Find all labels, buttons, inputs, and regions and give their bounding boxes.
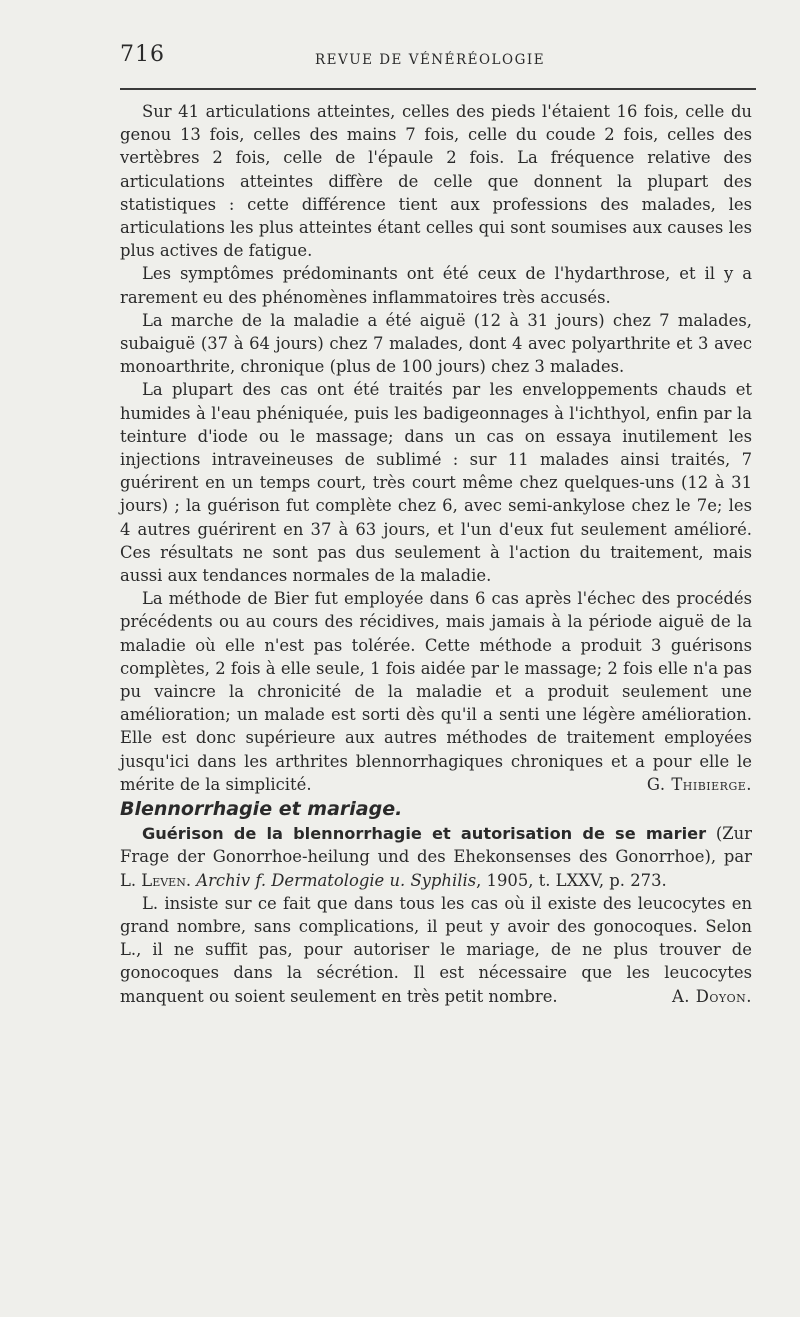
paragraph: Les symptômes prédominants ont été ceux de l'hydarthrose, et il y a rarement eu des phénomènes inflammatoires très accusés. xyxy=(120,264,752,307)
paragraph-text: L. insiste sur ce fait que dans tous les cas où il existe des leucocytes en grand nombre, sans complications, il peut y avoir des gonocoques. Selon L., il ne suffit pas, pour autoriser le mariage, de ne plus trouver de gonocoques dans la sécrétion. Il est nécessaire que les leucocytes manquent ou soient seulement en très petit nombre. xyxy=(120,893,752,1006)
main-text-column xyxy=(120,100,752,1008)
paragraph: La marche de la maladie a été aiguë (12 à 31 jours) chez 7 malades, subaiguë (37 à 64 jours) chez 7 malades, dont 4 avec polyarthrite et 3 avec monoarthrite, chronique (plus de 100 jours) chez 3 malades. xyxy=(120,310,752,377)
article-citation xyxy=(120,822,752,892)
citation-journal: Archiv f. Dermatologie u. Syphilis xyxy=(196,870,477,890)
paragraph: La plupart des cas ont été traités par les enveloppements chauds et humides à l'eau phéniquée, puis les badigeonnages à l'ichthyol, enfin par la teinture d'iode ou le massage; dans un cas on essaya inutilement les injections intraveineuses de sublimé : sur 11 malades ainsi traités, 7 guérirent en un temps court, très court même chez quelques-uns (12 à 31 jours) ; la guérison fut complète chez 6, avec semi-ankylose chez le 7e; les 4 autres guérirent en 37 à 63 jours, et l'un d'eux fut seulement amélioré. Ces résultats ne sont pas dus seulement à l'action du traitement, mais aussi aux tendances normales de la maladie. xyxy=(120,380,752,586)
paragraph-with-signature xyxy=(120,892,752,1008)
citation-author: L. Leven. xyxy=(120,870,192,890)
author-signature: G. Thibierge. xyxy=(646,774,752,794)
page-number: 716 xyxy=(120,42,165,67)
header-rule xyxy=(120,88,756,90)
citation-details: , 1905, t. LXXV, p. 273. xyxy=(476,870,667,890)
author-signature: A. Doyon. xyxy=(671,986,752,1006)
running-title: REVUE DE VÉNÉRÉOLOGIE xyxy=(314,52,546,68)
article-title: Guérison de la blennorrhagie et autorisation de se marier xyxy=(142,824,707,844)
paragraph: Sur 41 articulations atteintes, celles des pieds l'étaient 16 fois, celle du genou 13 fois, celles des mains 7 fois, celle du coude 2 fois, celles des vertèbres 2 fois, celle de l'épaule 2 fois. La fréquence relative des articulations atteintes diffère de celle que donnent la plupart des statistiques : cette différence tient aux professions des malades, les articulations les plus atteintes étant celles qui sont soumises aux causes les plus actives de fatigue. xyxy=(120,102,752,261)
paragraph-with-signature xyxy=(120,587,752,796)
section-heading: Blennorrhagie et mariage. xyxy=(120,798,403,821)
citation-text: (Zur Frage der Gonorrhoe-heilung und des Ehekonsenses des Gonorrhoe), par xyxy=(120,824,753,867)
paragraph-text: La méthode de Bier fut employée dans 6 cas après l'échec des procédés précédents ou au cours des récidives, mais jamais à la période aiguë de la maladie où elle n'est pas tolérée. Cette méthode a produit 3 guérisons complètes, 2 fois à elle seule, 1 fois aidée par le massage; 2 fois elle n'a pas pu vaincre la chronicité de la maladie et a produit seulement une amélioration; un malade est sorti dès qu'il a senti une légère amélioration. Elle est donc supérieure aux autres méthodes de traitement employées jusqu'ici dans les arthrites blennorrhagiques chroniques et a pour elle le mérite de la simplicité. xyxy=(120,589,752,794)
